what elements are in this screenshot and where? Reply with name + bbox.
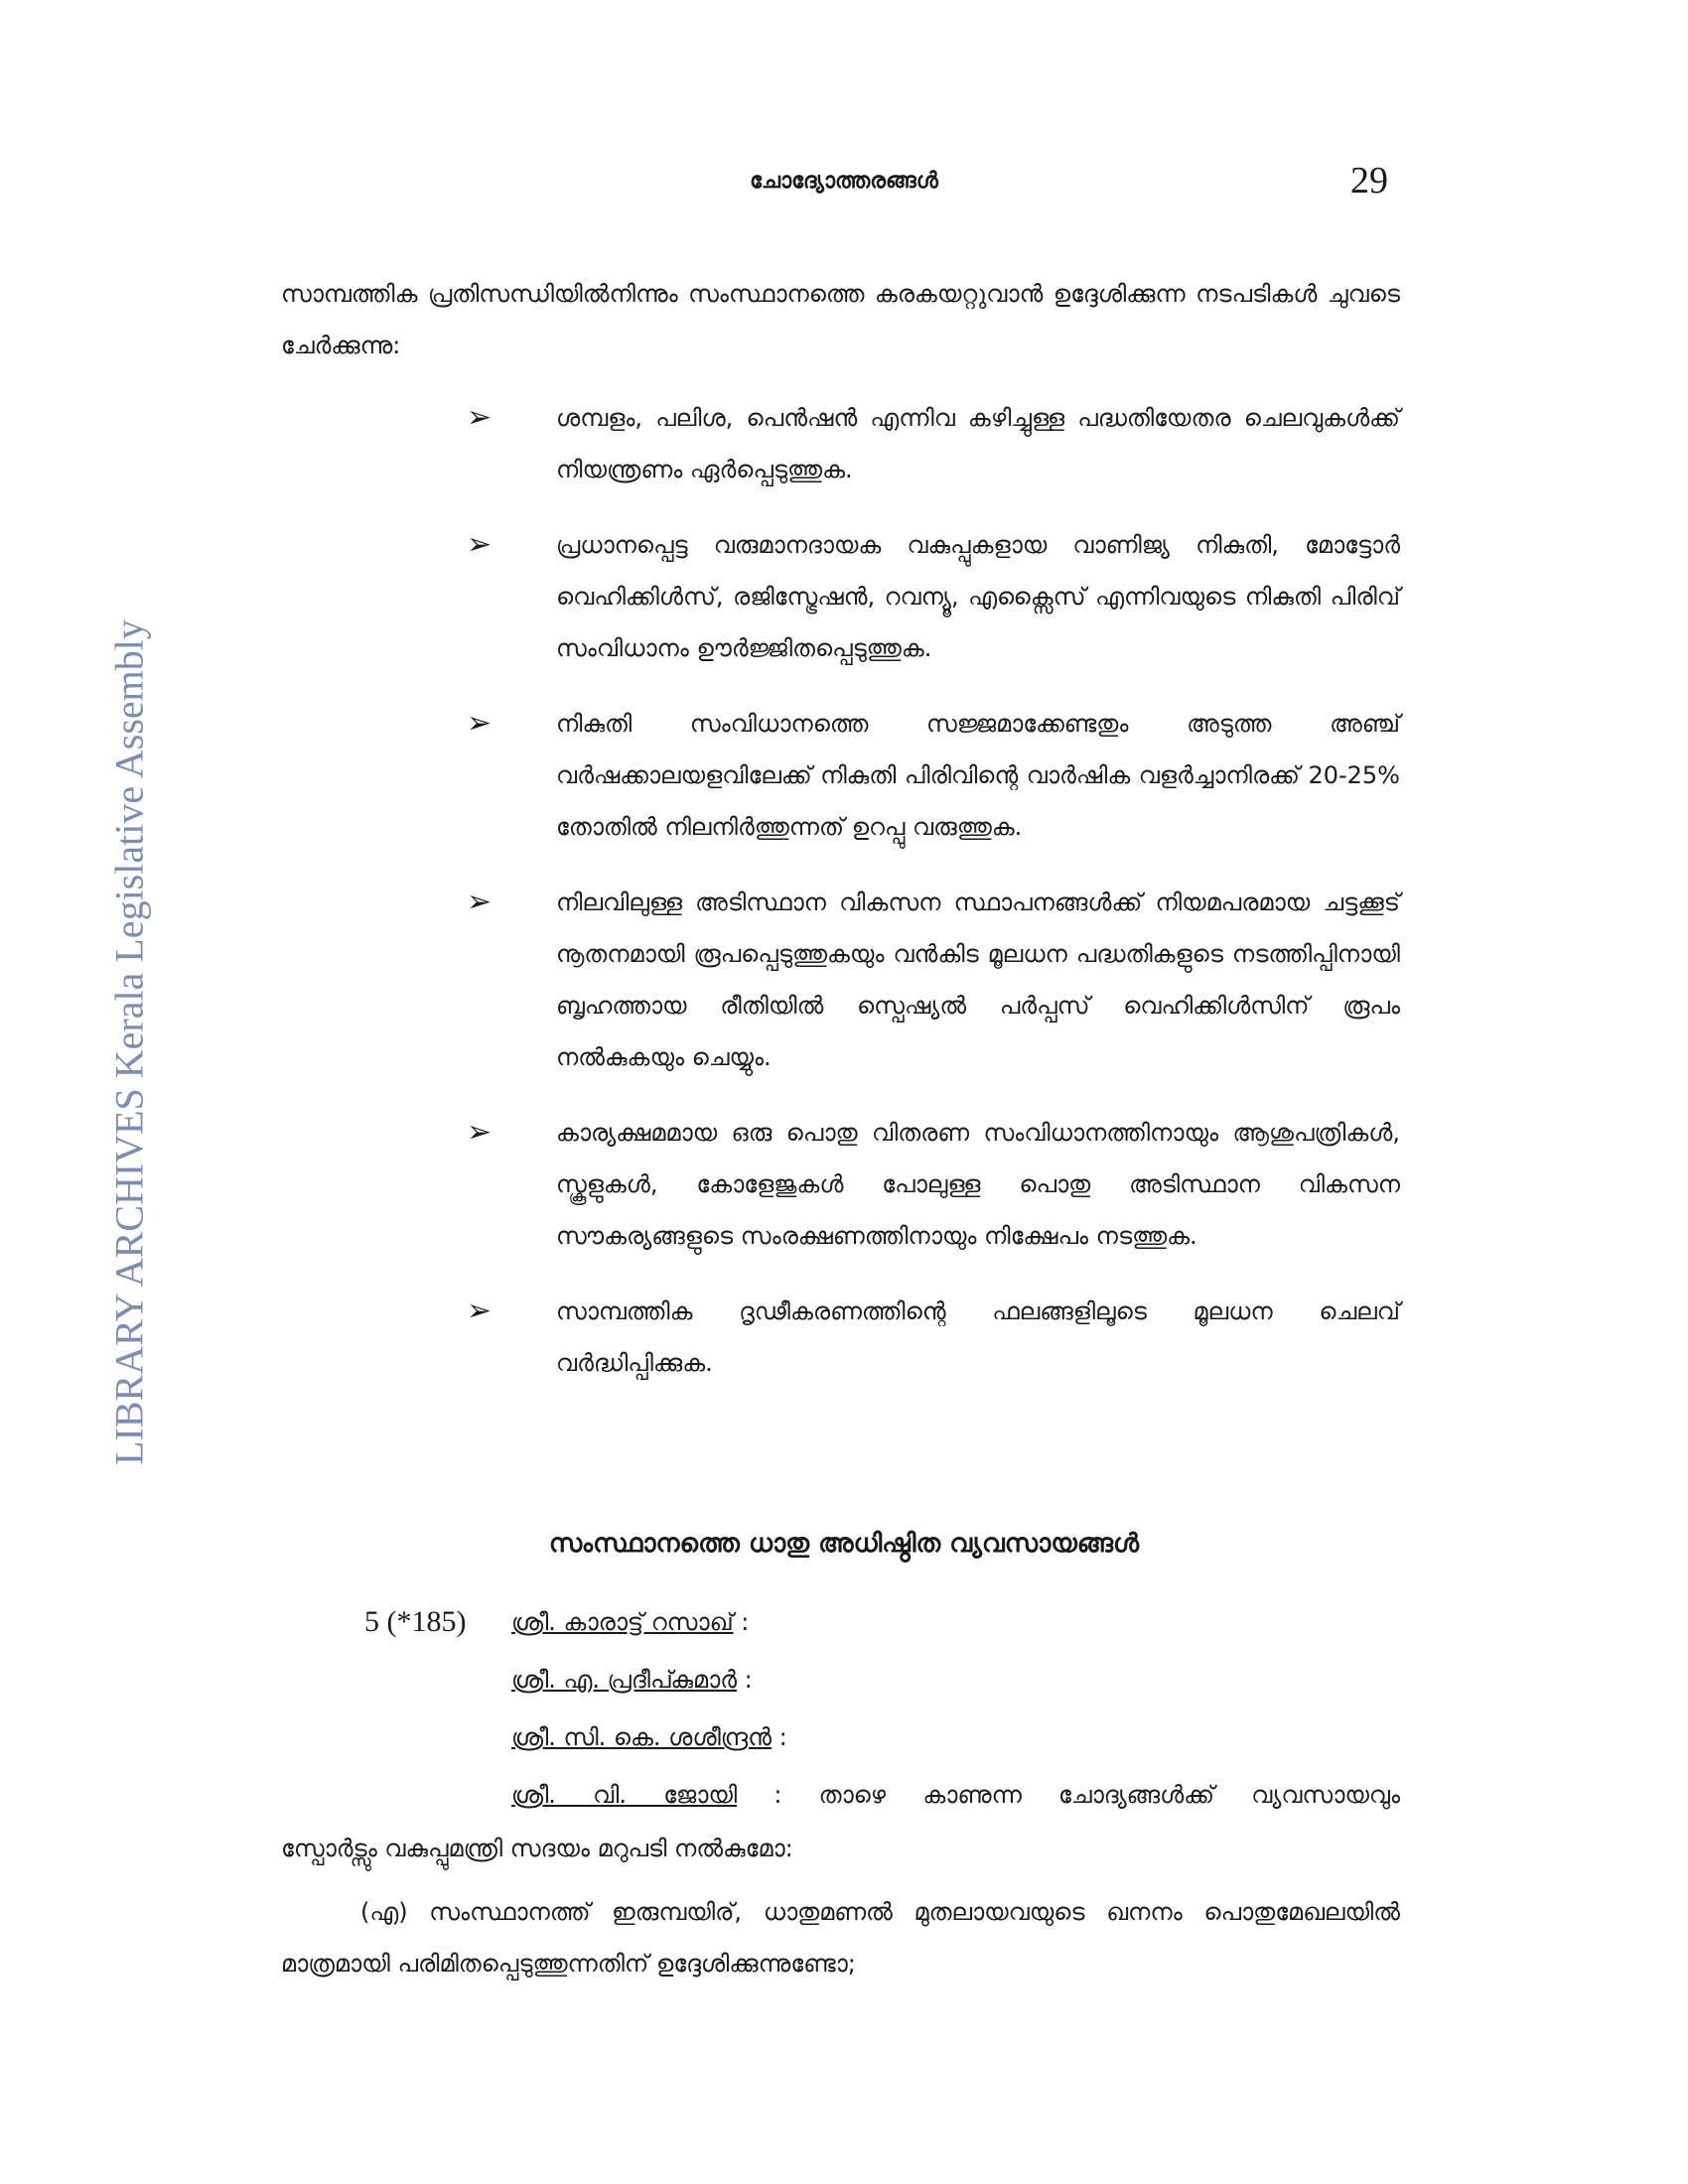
list-item — [467, 1286, 1400, 1389]
member-line — [511, 1711, 787, 1763]
member-suffix: : — [771, 1723, 787, 1751]
list-item — [467, 877, 1400, 1083]
list-item — [467, 698, 1400, 853]
list-item-text: പ്രധാനപ്പെട്ട വരുമാനദായക വകുപ്പുകളായ വാണിജ്യ നികുതി, മോട്ടോർ വെഹിക്കിൾസ്, രജിസ്ട്രേഷൻ, റവന്യൂ, എക്സൈസ് എന്നിവയുടെ നികുതി പിരിവ് സംവിധാനം ഊർജ്ജിതപ്പെടുത്തുക. — [556, 531, 1400, 662]
member-suffix: : — [737, 1666, 753, 1694]
list-item-text: ശമ്പളം, പലിശ, പെൻഷൻ എന്നിവ കഴിച്ചുള്ള പദ്ധതിയേതര ചെലവുകൾക്ക് നിയന്ത്രണം ഏർപ്പെടുത്തുക. — [556, 404, 1400, 483]
list-item — [467, 1107, 1400, 1262]
question-intro: : താഴെ കാണുന്ന ചോദ്യങ്ങൾക്ക് വ്യവസായവും — [737, 1781, 1400, 1809]
list-item-text: സാമ്പത്തിക ദൃഢീകരണത്തിന്റെ ഫലങ്ങളിലൂടെ മൂലധന ചെലവ് വർദ്ധിപ്പിക്കുക. — [556, 1297, 1400, 1377]
question-number: 5 (*185) — [364, 1605, 467, 1638]
member-name: ശ്രീ. കാരാട്ട് റസാഖ് — [511, 1608, 734, 1636]
question-continuation: സ്പോർട്സും വകുപ്പുമന്ത്രി സദയം മറുപടി നൽകുമോ: — [281, 1835, 793, 1862]
member-name: ശ്രീ. വി. ജോയി — [511, 1781, 738, 1809]
member-line — [511, 1596, 749, 1648]
member-name: ശ്രീ. എ. പ്രദീപ്കുമാർ — [511, 1666, 738, 1694]
measures-list — [467, 392, 1400, 1413]
arrow-bullet-icon: ➢ — [467, 706, 492, 741]
page-number: 29 — [1350, 160, 1388, 202]
member-name: ശ്രീ. സി. കെ. ശശീന്ദ്രൻ — [511, 1723, 772, 1751]
intro-paragraph: സാമ്പത്തിക പ്രതിസന്ധിയിൽനിന്നും സംസ്ഥാനത്തെ കരകയറ്റുവാൻ ഉദ്ദേശിക്കുന്ന നടപടികൾ ചുവടെ ചേർക്കുന്നു: — [281, 280, 1400, 359]
archive-watermark: LIBRARY ARCHIVES Kerala Legislative Assembly — [106, 619, 152, 1465]
member-suffix: : — [733, 1608, 750, 1636]
arrow-bullet-icon: ➢ — [467, 400, 492, 435]
running-header: ചോദ്യോത്തരങ്ങൾ — [750, 169, 938, 194]
section-heading: സംസ്ഥാനത്തെ ധാതു അധിഷ്ഠിത വ്യവസായങ്ങൾ — [548, 1529, 1140, 1559]
arrow-bullet-icon: ➢ — [467, 1115, 492, 1150]
list-item — [467, 519, 1400, 674]
list-item-text: നികുതി സംവിധാനത്തെ സജ്ജമാക്കേണ്ടതും അടുത്ത അഞ്ച് വർഷക്കാലയളവിലേക്ക് നികുതി പിരിവിന്റെ വാർഷിക വളർച്ചാനിരക്ക് 20-25% തോതിൽ നിലനിർത്തുന്നത് ഉറപ്പു വരുത്തുക. — [556, 710, 1400, 841]
list-item-text: കാര്യക്ഷമമായ ഒരു പൊതു വിതരണ സംവിധാനത്തിനായും ആശുപത്രികൾ, സ്കൂളുകൾ, കോളേജുകൾ പോലുള്ള പൊതു അടിസ്ഥാന വികസന സൗകര്യങ്ങളുടെ സംരക്ഷണത്തിനായും നിക്ഷേപം നടത്തുക. — [556, 1119, 1400, 1250]
arrow-bullet-icon: ➢ — [467, 885, 492, 919]
list-item — [467, 392, 1400, 495]
list-item-text: നിലവിലുള്ള അടിസ്ഥാന വികസന സ്ഥാപനങ്ങൾക്ക് നിയമപരമായ ചട്ടക്കൂട് നൂതനമായി രൂപപ്പെടുത്തുകയും വൻകിട മൂലധന പദ്ധതികളുടെ നടത്തിപ്പിനായി ബൃഹത്തായ രീതിയിൽ സ്പെഷ്യൽ പർപ്പസ് വെഹിക്കിൾസിന് രൂപം നൽകുകയും ചെയ്യും. — [556, 888, 1400, 1071]
member-line — [511, 1769, 1400, 1821]
arrow-bullet-icon: ➢ — [467, 1294, 492, 1328]
arrow-bullet-icon: ➢ — [467, 527, 492, 562]
member-line — [511, 1654, 753, 1706]
question-part-a: (എ) സംസ്ഥാനത്ത് ഇരുമ്പയിര്, ധാതുമണൽ മുതലായവയുടെ ഖനനം പൊതുമേഖലയിൽ മാത്രമായി പരിമിതപ്പെടുത്തുന്നതിന് ഉദ്ദേശിക്കുന്നുണ്ടോ; — [281, 1898, 1400, 1978]
